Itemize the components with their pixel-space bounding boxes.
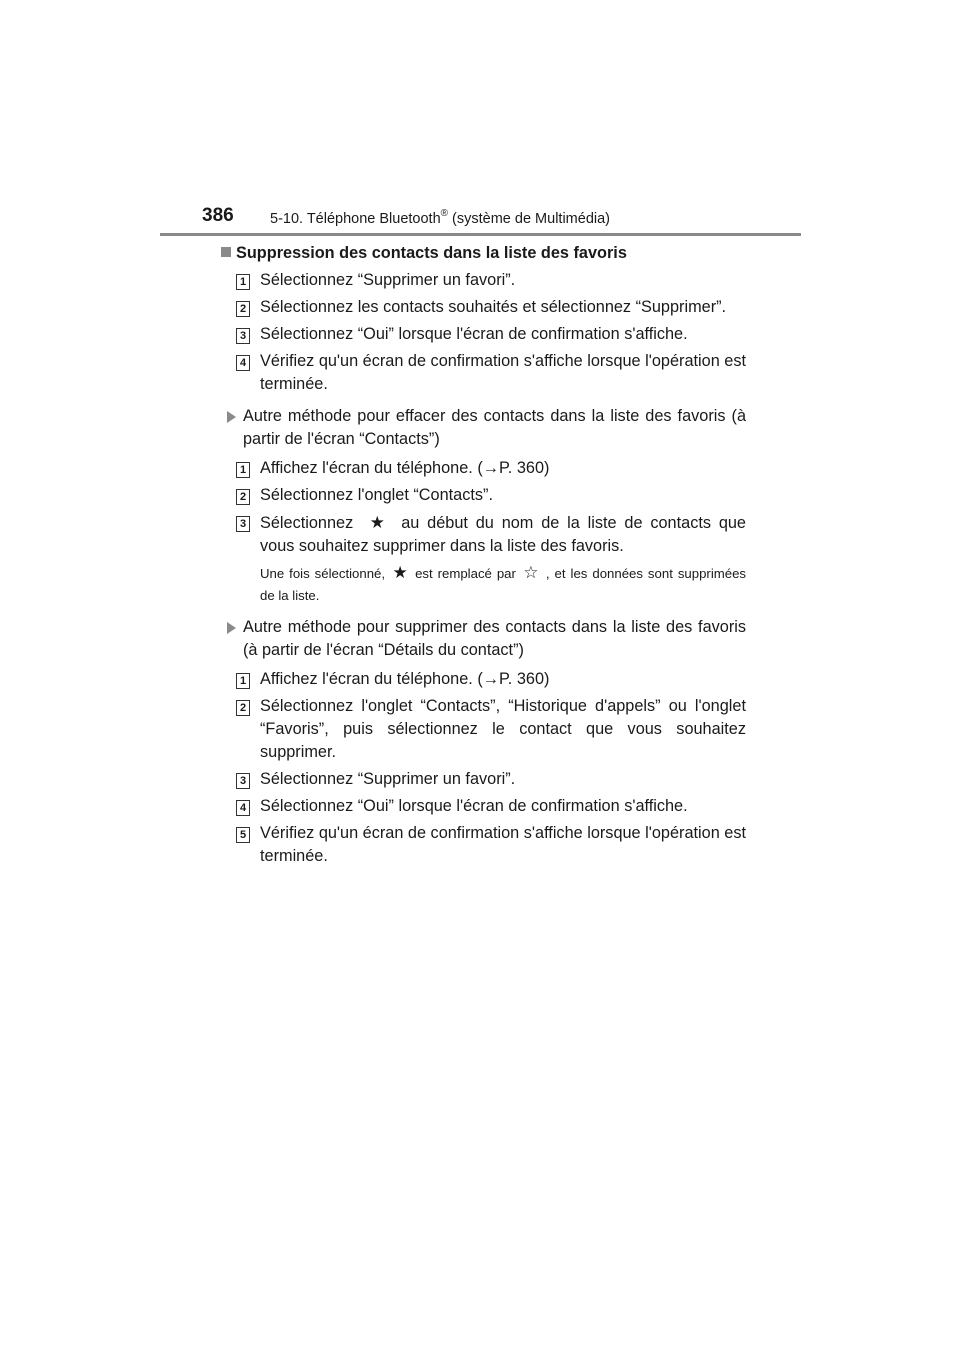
triangle-bullet-icon	[227, 411, 236, 423]
filled-star-icon: ★	[392, 563, 408, 582]
header-rule	[160, 233, 801, 236]
method-heading: Autre méthode pour supprimer des contacts dans la liste des favoris (à partir de l'écran “Détails du contact”)	[225, 616, 746, 662]
step-item: 1 Sélectionnez “Supprimer un favori”.	[225, 269, 746, 292]
step-item: 2 Sélectionnez l'onglet “Contacts”.	[225, 484, 746, 507]
step-item: 1 Affichez l'écran du téléphone. (→P. 360)	[225, 668, 746, 691]
step-number-badge: 4	[236, 355, 250, 371]
page-reference: P. 360)	[499, 670, 550, 688]
outline-star-icon: ☆	[523, 563, 539, 582]
step-number-badge: 4	[236, 800, 250, 816]
registered-mark: ®	[440, 208, 449, 219]
step-number-badge: 3	[236, 773, 250, 789]
arrow-icon: →	[482, 459, 500, 477]
step-number-badge: 1	[236, 274, 250, 290]
step-number-badge: 2	[236, 700, 250, 716]
section-title: Suppression des contacts dans la liste des favoris	[221, 242, 746, 265]
step-number-badge: 3	[236, 516, 250, 532]
method-heading: Autre méthode pour effacer des contacts dans la liste des favoris (à partir de l'écran “Contacts”)	[225, 405, 746, 451]
step-item: 4 Sélectionnez “Oui” lorsque l'écran de confirmation s'affiche.	[225, 795, 746, 818]
triangle-bullet-icon	[227, 622, 236, 634]
step-item: 4 Vérifiez qu'un écran de confirmation s'affiche lorsque l'opération est terminée.	[225, 350, 746, 396]
step-item: 2 Sélectionnez les contacts souhaités et sélectionnez “Supprimer”.	[225, 296, 746, 319]
page-header	[160, 205, 800, 235]
page-content	[225, 242, 746, 872]
arrow-icon: →	[482, 670, 500, 688]
step-number-badge: 3	[236, 328, 250, 344]
page-number: 386	[202, 205, 234, 226]
step-number-badge: 1	[236, 673, 250, 689]
step-item: 5 Vérifiez qu'un écran de confirmation s'affiche lorsque l'opération est terminée.	[225, 822, 746, 868]
step-item: 3 Sélectionnez ★ au début du nom de la liste de contacts que vous souhaitez supprimer dans la liste des favoris.	[225, 511, 746, 558]
step-number-badge: 5	[236, 827, 250, 843]
step-item: 3 Sélectionnez “Supprimer un favori”.	[225, 768, 746, 791]
step-number-badge: 1	[236, 462, 250, 478]
note-text: Une fois sélectionné, ★ est remplacé par ☆ , et les données sont supprimées de la liste.	[260, 563, 746, 603]
step-item: 2 Sélectionnez l'onglet “Contacts”, “Historique d'appels” ou l'onglet “Favoris”, puis sélectionnez le contact que vous souhaitez supprimer.	[225, 695, 746, 764]
filled-star-icon: ★	[369, 513, 385, 532]
chapter-title: 5-10. Téléphone Bluetooth® (système de Multimédia)	[270, 208, 610, 227]
page-reference: P. 360)	[499, 459, 550, 477]
step-number-badge: 2	[236, 301, 250, 317]
step-item: 1 Affichez l'écran du téléphone. (→P. 360)	[225, 457, 746, 480]
step-number-badge: 2	[236, 489, 250, 505]
step-item: 3 Sélectionnez “Oui” lorsque l'écran de confirmation s'affiche.	[225, 323, 746, 346]
square-bullet-icon	[221, 247, 231, 257]
